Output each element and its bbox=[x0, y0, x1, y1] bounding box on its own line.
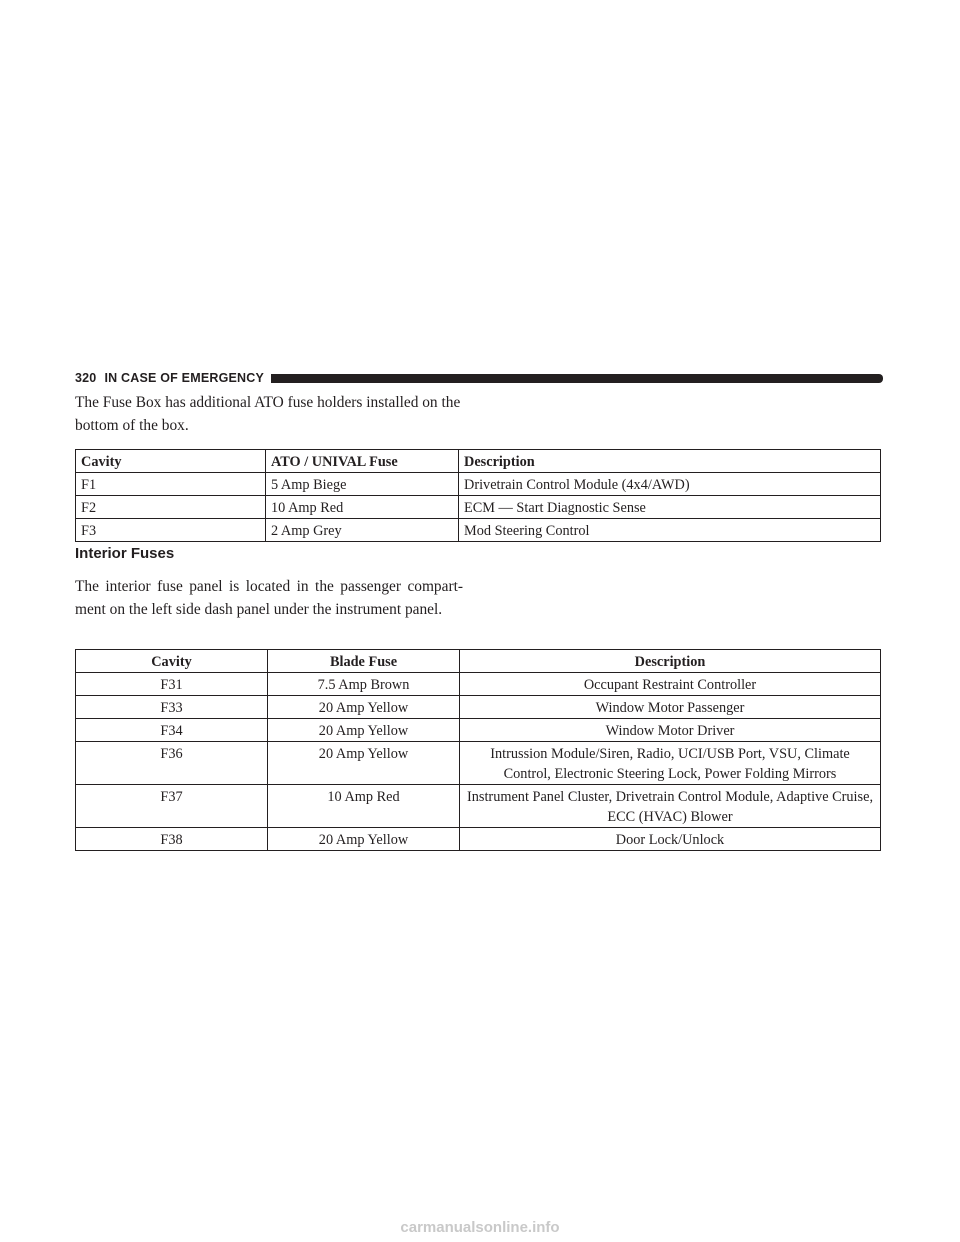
column-header-description: Description bbox=[460, 650, 881, 673]
description-cell: Door Lock/Unlock bbox=[460, 828, 881, 851]
fuse-cell: 10 Amp Red bbox=[268, 785, 460, 828]
fuse-cell: 20 Amp Yellow bbox=[268, 742, 460, 785]
cavity-cell: F33 bbox=[76, 696, 268, 719]
fuse-cell: 7.5 Amp Brown bbox=[268, 673, 460, 696]
table-row bbox=[76, 473, 881, 496]
cavity-cell: F3 bbox=[76, 519, 266, 542]
table-row bbox=[76, 719, 881, 742]
cavity-cell: F31 bbox=[76, 673, 268, 696]
description-cell: Instrument Panel Cluster, Drivetrain Control Module, Adaptive Cruise, ECC (HVAC) Blower bbox=[460, 785, 881, 828]
header-rule bbox=[271, 374, 883, 383]
fuse-cell: 20 Amp Yellow bbox=[268, 696, 460, 719]
page-number: 320 bbox=[75, 371, 97, 385]
column-header-description: Description bbox=[459, 450, 881, 473]
description-cell: ECM — Start Diagnostic Sense bbox=[459, 496, 881, 519]
ato-fuse-table bbox=[75, 449, 881, 542]
section-heading: Interior Fuses bbox=[75, 545, 175, 562]
column-header-fuse: ATO / UNIVAL Fuse bbox=[266, 450, 459, 473]
fuse-cell: 20 Amp Yellow bbox=[268, 719, 460, 742]
cavity-cell: F37 bbox=[76, 785, 268, 828]
interior-fuse-table bbox=[75, 649, 881, 851]
fuse-cell: 20 Amp Yellow bbox=[268, 828, 460, 851]
column-header-cavity: Cavity bbox=[76, 650, 268, 673]
description-cell: Drivetrain Control Module (4x4/AWD) bbox=[459, 473, 881, 496]
description-cell: Mod Steering Control bbox=[459, 519, 881, 542]
description-cell: Occupant Restraint Controller bbox=[460, 673, 881, 696]
table-row bbox=[76, 696, 881, 719]
section-title: IN CASE OF EMERGENCY bbox=[104, 371, 265, 385]
fuse-cell: 2 Amp Grey bbox=[266, 519, 459, 542]
column-header-fuse: Blade Fuse bbox=[268, 650, 460, 673]
table-row bbox=[76, 673, 881, 696]
intro-paragraph: The Fuse Box has additional ATO fuse holders installed on the bottom of the box. bbox=[75, 394, 461, 434]
page-header bbox=[75, 368, 883, 388]
description-cell: Intrussion Module/Siren, Radio, UCI/USB Port, VSU, Climate Control, Electronic Steering Lock, Power Folding Mirrors bbox=[460, 742, 881, 785]
table-row bbox=[76, 519, 881, 542]
table-header-row bbox=[76, 450, 881, 473]
cavity-cell: F2 bbox=[76, 496, 266, 519]
fuse-cell: 5 Amp Biege bbox=[266, 473, 459, 496]
watermark-text: carmanualsonline.info bbox=[400, 1219, 560, 1236]
table-row bbox=[76, 785, 881, 828]
column-header-cavity: Cavity bbox=[76, 450, 266, 473]
cavity-cell: F38 bbox=[76, 828, 268, 851]
cavity-cell: F1 bbox=[76, 473, 266, 496]
table-row bbox=[76, 496, 881, 519]
table-row bbox=[76, 828, 881, 851]
cavity-cell: F34 bbox=[76, 719, 268, 742]
cavity-cell: F36 bbox=[76, 742, 268, 785]
description-cell: Window Motor Passenger bbox=[460, 696, 881, 719]
table-row bbox=[76, 742, 881, 785]
table-header-row bbox=[76, 650, 881, 673]
description-cell: Window Motor Driver bbox=[460, 719, 881, 742]
interior-paragraph: The interior fuse panel is located in the passenger compart- ment on the left side dash panel under the instrument panel. bbox=[75, 578, 463, 618]
fuse-cell: 10 Amp Red bbox=[266, 496, 459, 519]
